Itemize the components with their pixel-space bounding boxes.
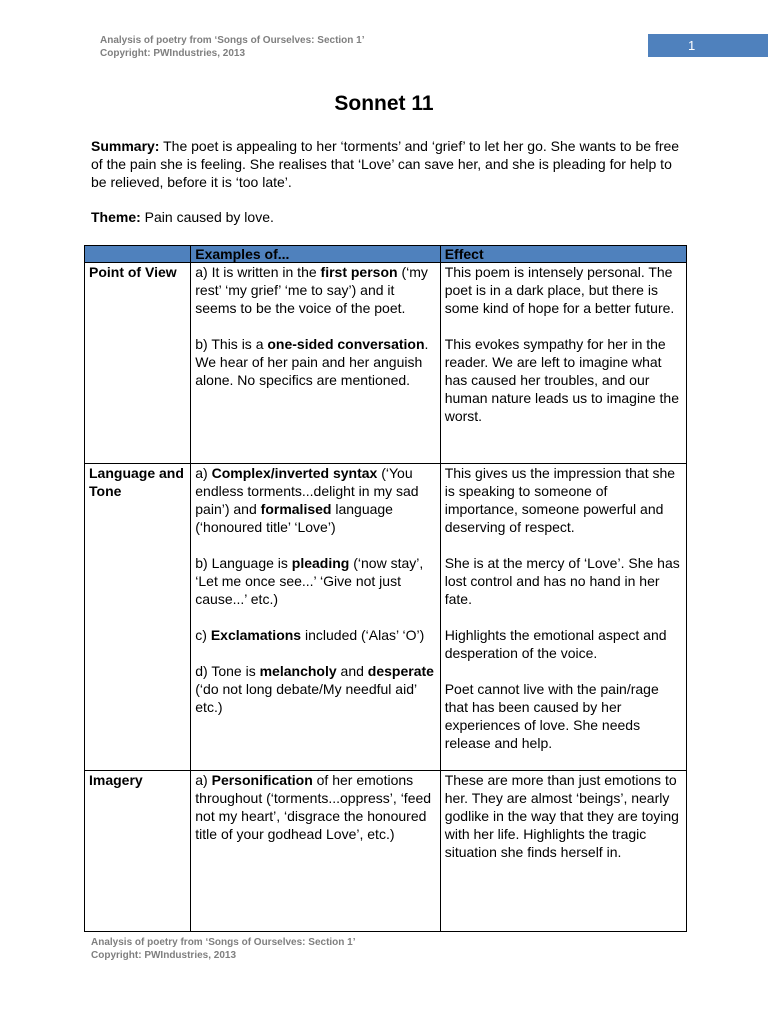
example-item: b) This is a one-sided conversation. We hear of her pain and her anguish alone. No specifics are mentioned. [195, 336, 429, 388]
table-row [85, 464, 687, 771]
page-header [100, 34, 365, 60]
summary-label: Summary: [91, 138, 160, 154]
row-label: Point of View [85, 263, 191, 464]
table-header-cell: Examples of... [191, 246, 440, 263]
theme-label: Theme: [91, 209, 141, 225]
example-item: a) Personification of her emotions throughout (‘torments...oppress’, ‘feed not my heart’, ‘disgrace the honoured title of your godhead Love’, etc.) [195, 772, 432, 842]
example-item: b) Language is pleading (‘now stay’, ‘Let me once see...’ ‘Give not just cause...’ etc.) [195, 555, 424, 607]
example-item: d) Tone is melancholy and desperate (‘do not long debate/My needful aid’ etc.) [195, 663, 434, 715]
effect-item: Poet cannot live with the pain/rage that has been caused by her experiences of love. She needs release and help. [444, 681, 659, 751]
examples-cell [191, 464, 440, 771]
example-item: a) It is written in the first person (‘my rest’ ‘my grief’ ‘me to say’) and it seems to be the voice of the poet. [195, 264, 428, 316]
table-header-cell: Effect [440, 246, 686, 263]
analysis-table [84, 245, 687, 932]
effect-item: This gives us the impression that she is speaking to someone of importance, someone powerful and deserving of respect. [444, 465, 676, 535]
page-number-box [648, 34, 768, 57]
table-header-cell [85, 246, 191, 263]
example-item: c) Exclamations included (‘Alas’ ‘O’) [195, 627, 425, 643]
effect-item: This evokes sympathy for her in the reader. We are left to imagine what has caused her troubles, and our human nature leads us to imagine the worst. [444, 336, 679, 424]
theme-text: Pain caused by love. [140, 209, 274, 225]
effect-item: This poem is intensely personal. The poet is in a dark place, but there is some kind of hope for a better future. [444, 264, 675, 316]
effect-item: She is at the mercy of ‘Love’. She has lost control and has no hand in her fate. [444, 555, 680, 607]
table-header-row [85, 246, 687, 263]
examples-cell [191, 771, 440, 932]
header-line-2: Copyright: PWIndustries, 2013 [100, 48, 246, 59]
examples-cell [191, 263, 440, 464]
page-footer [91, 936, 356, 962]
theme-paragraph [91, 208, 274, 226]
row-label: Imagery [85, 771, 191, 932]
page-title: Sonnet 11 [334, 92, 434, 115]
footer-line-1: Analysis of poetry from ‘Songs of Ourselves: Section 1’ [91, 937, 356, 948]
footer-line-2: Copyright: PWIndustries, 2013 [91, 950, 237, 961]
summary-paragraph [91, 137, 691, 191]
summary-text: The poet is appealing to her ‘torments’ and ‘grief’ to let her go. She wants to be free of the pain she is feeling. She realises that ‘Love’ can save her, and she is pleading for help to be relieved, before it is ‘too late’. [91, 138, 680, 190]
page-number: 1 [688, 38, 696, 53]
effects-cell [440, 771, 686, 932]
header-line-1: Analysis of poetry from ‘Songs of Ourselves: Section 1’ [100, 35, 365, 46]
effect-item: Highlights the emotional aspect and desperation of the voice. [444, 627, 667, 661]
example-item: a) Complex/inverted syntax (‘You endless torments...delight in my sad pain’) and formalised language (‘honoured title’ ‘Love’) [195, 465, 419, 535]
row-label: Language and Tone [85, 464, 191, 771]
effects-cell [440, 464, 686, 771]
effect-item: These are more than just emotions to her. They are almost ‘beings’, nearly godlike in the way that they are toying with her life. Highlights the tragic situation she finds herself in. [444, 772, 679, 860]
table-row [85, 771, 687, 932]
effects-cell [440, 263, 686, 464]
table-row [85, 263, 687, 464]
